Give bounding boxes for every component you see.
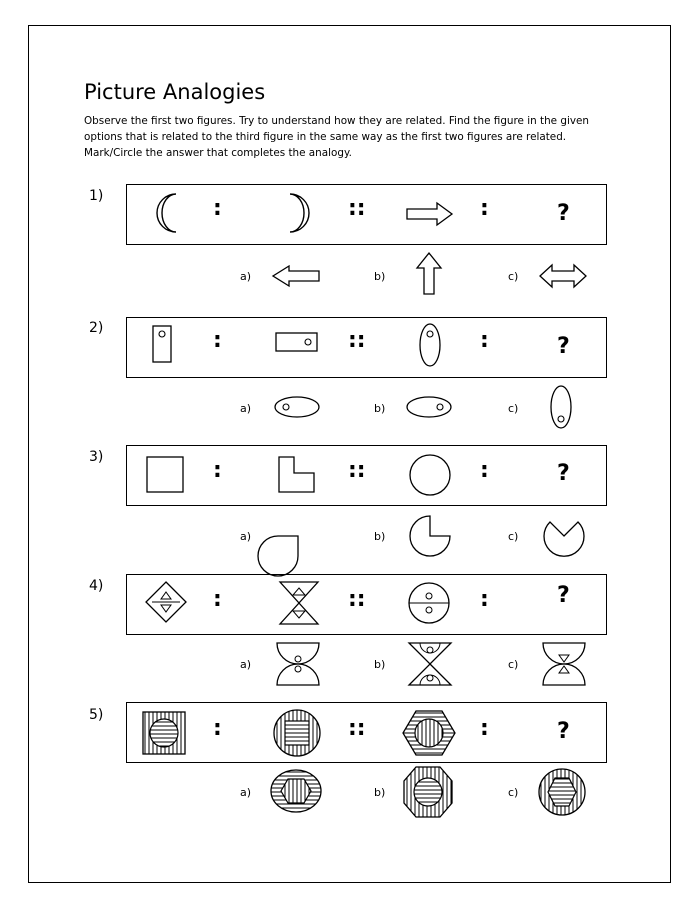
circle-icon (407, 453, 453, 497)
option-label-5b: b) (374, 786, 386, 799)
arrow-left-icon[interactable] (270, 264, 322, 288)
unknown-mark-4: ? (557, 583, 570, 608)
is-to-symbol-5b: : (480, 716, 489, 741)
option-label-4c: c) (508, 658, 519, 671)
instructions: Observe the first two figures. Try to understand how they are related. Find the figure in the given options that is related to the third figure in the same way as the first two figures are related. Mark/Circle the answer that completes the analogy. (84, 115, 589, 159)
double-arrow-icon[interactable] (538, 263, 588, 289)
square-missing-corner-icon (276, 455, 318, 495)
vertical-rectangle-icon (151, 324, 175, 366)
hourglass-triangles-icon (278, 580, 320, 626)
option-label-5a: a) (240, 786, 252, 799)
is-to-symbol-1b: : (480, 196, 489, 221)
hourglass-halves-a-icon[interactable] (274, 640, 322, 688)
question-number-4: 4) (89, 578, 104, 594)
option-label-2c: c) (508, 402, 519, 415)
question-box-5 (126, 702, 607, 763)
as-symbol-1: :: (348, 196, 366, 221)
striped-square-circle-icon (140, 709, 188, 757)
unknown-mark-3: ? (557, 461, 570, 486)
ellipse-dot-right-icon[interactable] (404, 394, 454, 420)
question-number-3: 3) (89, 449, 104, 465)
ellipse-dot-left-icon[interactable] (272, 394, 322, 420)
is-to-symbol-1: : (213, 196, 222, 221)
hourglass-halves-b-icon[interactable] (406, 640, 454, 688)
crescent-left-icon (148, 191, 188, 235)
arrow-right-icon (405, 201, 455, 227)
unknown-mark-2: ? (557, 334, 570, 359)
as-symbol-3: :: (348, 458, 366, 483)
question-number-1: 1) (89, 188, 104, 204)
arrow-up-icon[interactable] (414, 251, 444, 297)
option-label-1b: b) (374, 270, 386, 283)
question-box-2 (126, 317, 607, 378)
is-to-symbol-2b: : (480, 328, 489, 353)
page-title: Picture Analogies (84, 80, 266, 104)
option-label-1a: a) (240, 270, 252, 283)
unknown-mark-1: ? (557, 201, 570, 226)
is-to-symbol-3: : (213, 458, 222, 483)
striped-circle-square-icon (272, 708, 322, 758)
striped-hexagon-circle-icon (401, 708, 457, 758)
ellipse-dot-bottom-icon[interactable] (548, 383, 576, 433)
unknown-mark-5: ? (557, 719, 570, 744)
circle-divided-dots-icon (406, 580, 452, 626)
option-label-4b: b) (374, 658, 386, 671)
vertical-ellipse-icon (417, 321, 445, 371)
option-label-3a: a) (240, 530, 252, 543)
circle-missing-sector-c-icon[interactable] (540, 513, 588, 559)
option-label-3b: b) (374, 530, 386, 543)
option-label-1c: c) (508, 270, 519, 283)
circle-missing-sector-a-icon[interactable] (274, 513, 322, 559)
diamond-triangles-icon (144, 580, 188, 626)
horizontal-rectangle-icon (274, 331, 320, 355)
question-box-1 (126, 184, 607, 245)
is-to-symbol-4: : (213, 587, 222, 612)
is-to-symbol-2: : (213, 328, 222, 353)
question-box-3 (126, 445, 607, 506)
as-symbol-2: :: (348, 328, 366, 353)
is-to-symbol-5: : (213, 716, 222, 741)
as-symbol-4: :: (348, 587, 366, 612)
question-number-2: 2) (89, 320, 104, 336)
question-box-4 (126, 574, 607, 635)
is-to-symbol-3b: : (480, 458, 489, 483)
question-number-5: 5) (89, 707, 104, 723)
circle-missing-sector-b-icon[interactable] (406, 513, 454, 559)
striped-octagon-circle-icon[interactable] (402, 765, 454, 819)
is-to-symbol-4b: : (480, 587, 489, 612)
crescent-right-icon (280, 191, 320, 235)
option-label-5c: c) (508, 786, 519, 799)
option-label-4a: a) (240, 658, 252, 671)
option-label-2a: a) (240, 402, 252, 415)
as-symbol-5: :: (348, 716, 366, 741)
square-icon (144, 455, 186, 495)
hourglass-halves-c-icon[interactable] (540, 640, 588, 688)
striped-ellipse-hexagon-icon[interactable] (268, 767, 324, 815)
striped-circle-hexagon-icon[interactable] (536, 766, 588, 818)
option-label-3c: c) (508, 530, 519, 543)
option-label-2b: b) (374, 402, 386, 415)
